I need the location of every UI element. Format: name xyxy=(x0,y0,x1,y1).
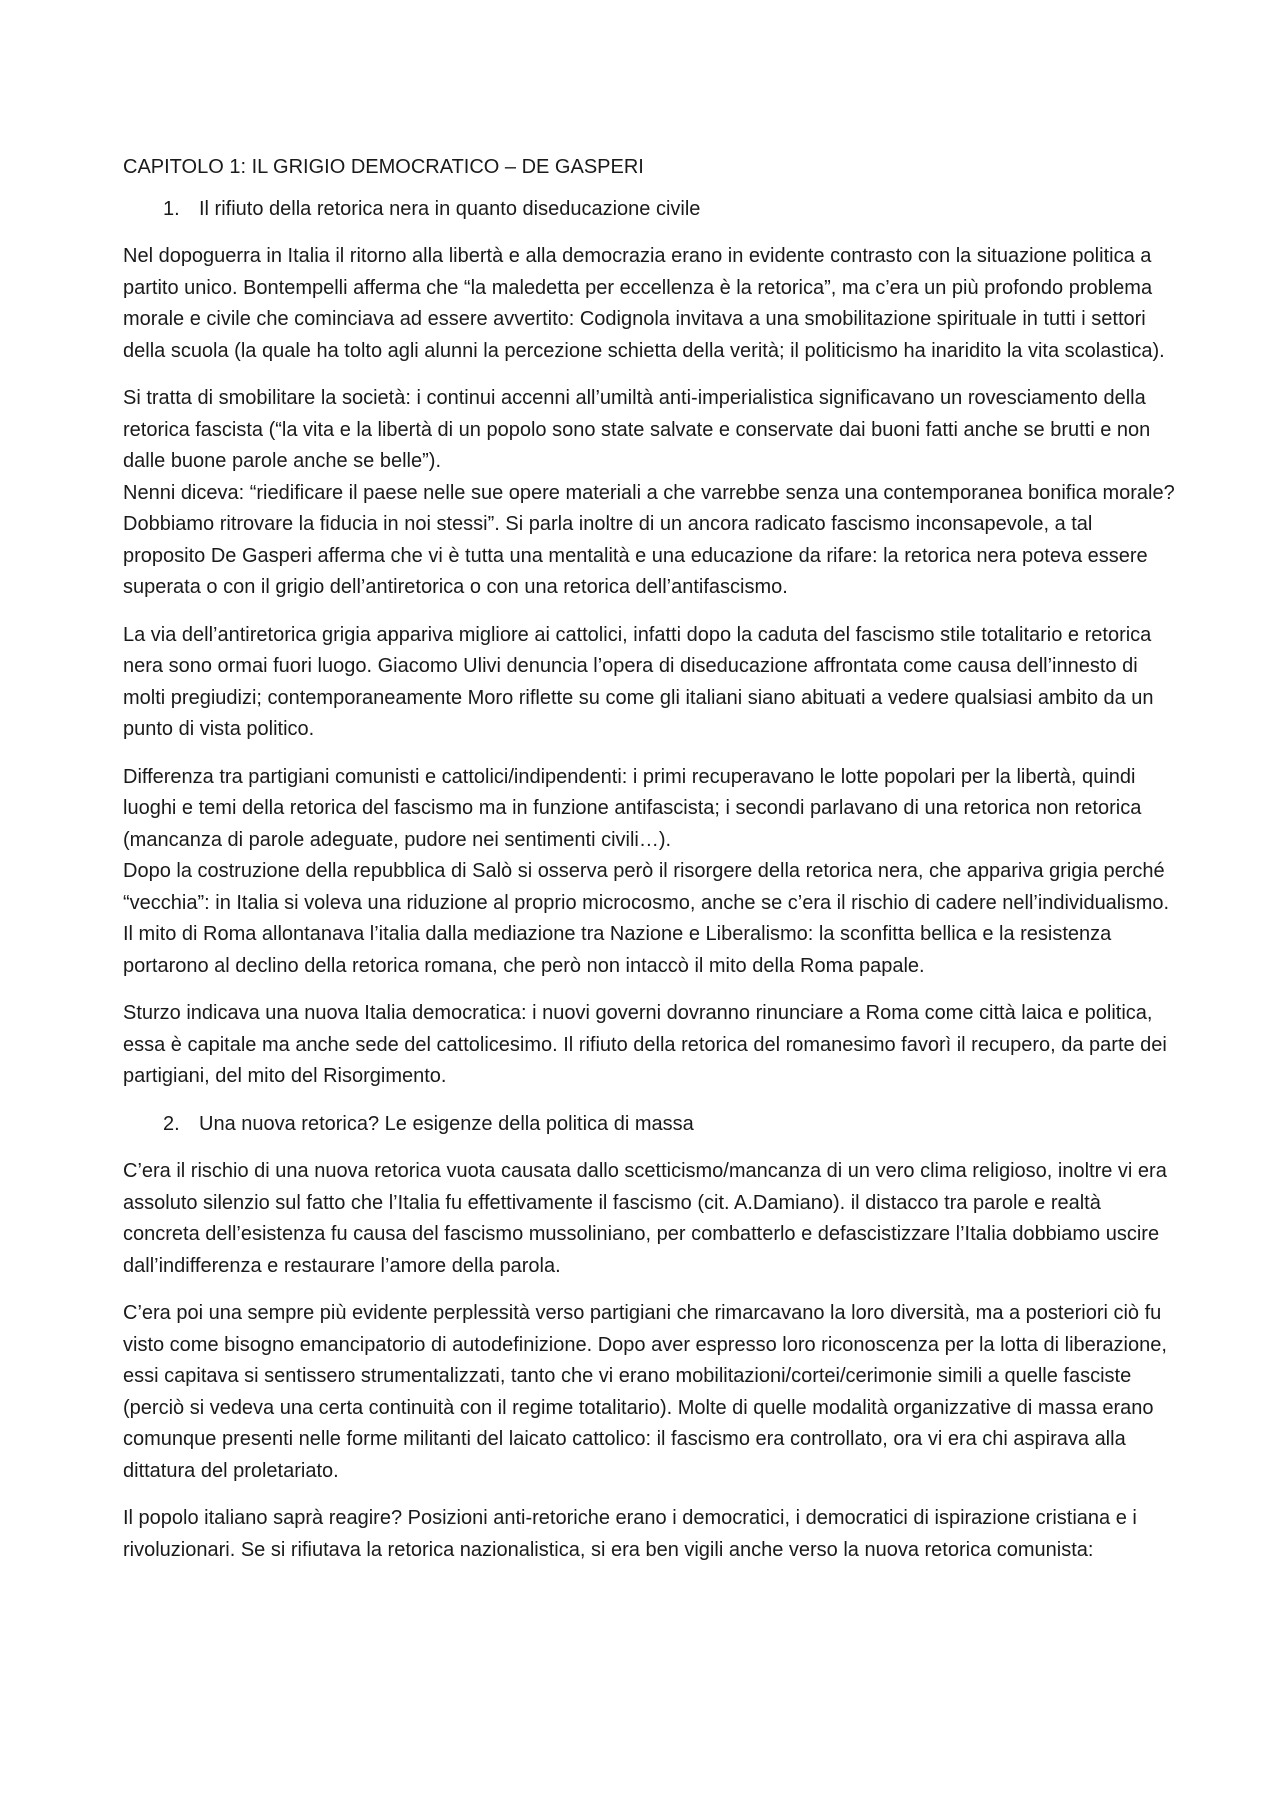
paragraph: La via dell’antiretorica grigia appariva migliore ai cattolici, infatti dopo la caduta del fascismo stile totalitario e retorica nera sono ormai fuori luogo. Giacomo Ulivi denuncia l’opera di diseducazione affrontata come causa dell’innesto di molti pregiudizi; contemporaneamente Moro riflette su come gli italiani siano abituati a vedere qualsiasi ambito da un punto di vista politico. xyxy=(123,623,1154,740)
paragraph: Il popolo italiano saprà reagire? Posizioni anti-retoriche erano i democratici, i democratici di ispirazione cristiana e i rivoluzionari. Se si rifiutava la retorica nazionalistica, si era ben vigili anche verso la nuova retorica comunista: xyxy=(123,1507,1137,1561)
paragraph: Si tratta di smobilitare la società: i continui accenni all’umiltà anti-imperialistica significavano un rovesciamento della retorica fascista (“la vita e la libertà di un popolo sono state salvate e conservate dai buoni fatti anche se brutti e non dalle buone parole anche se belle”). xyxy=(123,387,1151,472)
paragraph: Nenni diceva: “riedificare il paese nelle sue opere materiali a che varrebbe senza una contemporanea bonifica morale? Dobbiamo ritrovare la fiducia in noi stessi”. Si parla inoltre di un ancora radicato fascismo inconsapevole, a tal proposito De Gasperi afferma che vi è tutta una mentalità e una educazione da rifare: la retorica nera poteva essere superata o con il grigio dell’antiretorica o con una retorica dell’antifascismo. xyxy=(123,481,1175,598)
paragraph: Sturzo indicava una nuova Italia democratica: i nuovi governi dovranno rinunciare a Roma come città laica e politica, essa è capitale ma anche sede del cattolicesimo. Il rifiuto della retorica del romanesimo favorì il recupero, da parte dei partigiani, del mito del Risorgimento. xyxy=(123,1002,1167,1087)
paragraph: Dopo la costruzione della repubblica di Salò si osserva però il risorgere della retorica nera, che appariva grigia perché “vecchia”: in Italia si voleva una riduzione al proprio microcosmo, anche se c’era il rischio di cadere nell’individualismo. Il mito di Roma allontanava l’italia dalla mediazione tra Nazione e Liberalismo: la sconfitta bellica e la resistenza portarono al declino della retorica romana, che però non intaccò il mito della Roma papale. xyxy=(123,860,1170,977)
paragraph: Differenza tra partigiani comunisti e cattolici/indipendenti: i primi recuperavano le lotte popolari per la libertà, quindi luoghi e temi della retorica del fascismo ma in funzione antifascista; i secondi parlavano di una retorica non retorica (mancanza di parole adeguate, pudore nei sentimenti civili…). xyxy=(123,765,1142,851)
section-number: 1. xyxy=(163,197,180,220)
paragraph: C’era il rischio di una nuova retorica vuota causata dallo scetticismo/mancanza di un vero clima religioso, inoltre vi era assoluto silenzio sul fatto che l’Italia fu effettivamente il fascismo (cit. A.Damiano). il distacco tra parole e realtà concreta dell’esistenza fu causa del fascismo mussoliniano, per combatterlo e defascistizzare l’Italia dobbiamo uscire dall’indifferenza e restaurare l’amore della parola. xyxy=(123,1160,1167,1277)
section-heading-text: Una nuova retorica? Le esigenze della politica di massa xyxy=(199,1112,694,1135)
section-heading-2 xyxy=(123,1109,1175,1141)
paragraph: C’era poi una sempre più evidente perplessità verso partigiani che rimarcavano la loro diversità, ma a posteriori ciò fu visto come bisogno emancipatorio di autodefinizione. Dopo aver espresso loro riconoscenza per la lotta di liberazione, essi capitava si sentissero strumentalizzati, tanto che vi erano mobilitazioni/cortei/cerimonie simili a quelle fasciste (perciò si vedeva una certa continuità con il regime totalitario). Molte di quelle modalità organizzative di massa erano comunque presenti nelle forme militanti del laicato cattolico: il fascismo era controllato, ora vi era chi aspirava alla dittatura del proletariato. xyxy=(123,1302,1167,1482)
chapter-title: CAPITOLO 1: IL GRIGIO DEMOCRATICO – DE GASPERI xyxy=(123,156,644,178)
section-heading-1 xyxy=(123,194,1175,226)
section-number: 2. xyxy=(163,1112,180,1135)
document-body xyxy=(123,152,1175,1582)
paragraph: Nel dopoguerra in Italia il ritorno alla libertà e alla democrazia erano in evidente contrasto con la situazione politica a partito unico. Bontempelli afferma che “la maledetta per eccellenza è la retorica”, ma c’era un più profondo problema morale e civile che cominciava ad essere avvertito: Codignola invitava a una smobilitazione spirituale in tutti i settori della scuola (la quale ha tolto agli alunni la percezione schietta della verità; il politicismo ha inaridito la vita scolastica). xyxy=(123,245,1165,362)
section-heading-text: Il rifiuto della retorica nera in quanto diseducazione civile xyxy=(199,197,701,220)
